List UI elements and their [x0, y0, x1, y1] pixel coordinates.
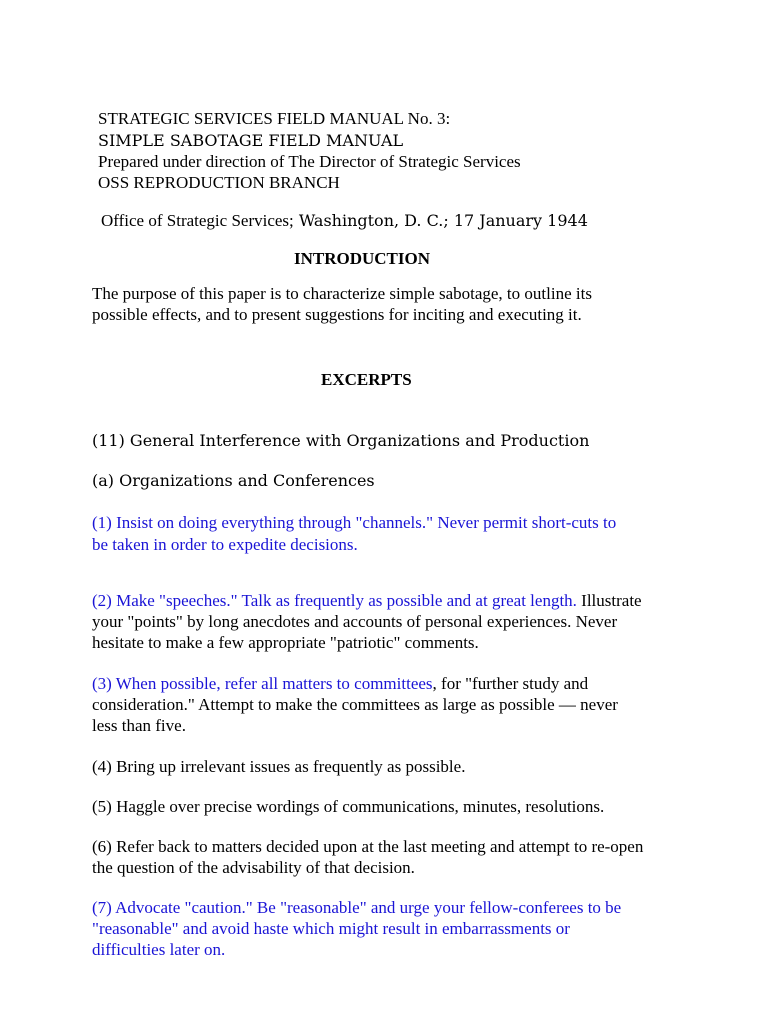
- manual-number: STRATEGIC SERVICES FIELD MANUAL No. 3:: [98, 109, 451, 128]
- item-3-line-3: less than five.: [92, 716, 186, 735]
- item-2-line-2: your "points" by long anecdotes and accounts of personal experiences. Never: [92, 612, 618, 631]
- office-name: Office of Strategic Services;: [101, 211, 294, 230]
- item-3-rest: , for "further study and: [432, 674, 589, 693]
- excerpts-heading: EXCERPTS: [321, 370, 412, 389]
- item-7-line-3: difficulties later on.: [92, 940, 226, 959]
- item-5-line-1: (5) Haggle over precise wordings of communications, minutes, resolutions.: [92, 797, 605, 816]
- item-2-rest: Illustrate: [576, 591, 642, 610]
- office-location-date: Washington, D. C.; 17 January 1944: [293, 211, 588, 230]
- item-6-line-2: the question of the advisability of that decision.: [92, 858, 415, 877]
- item-3-highlight: (3) When possible, refer all matters to committees: [92, 674, 433, 693]
- item-2-line-1: [92, 590, 642, 611]
- branch-name: OSS REPRODUCTION BRANCH: [98, 173, 340, 192]
- prepared-by: Prepared under direction of The Director of Strategic Services: [98, 152, 521, 171]
- section-heading: (11) General Interference with Organizations and Production: [92, 431, 590, 450]
- intro-text-line-1: The purpose of this paper is to characterize simple sabotage, to outline its: [92, 284, 592, 303]
- item-7-line-2: "reasonable" and avoid haste which might result in embarrassments or: [92, 919, 570, 938]
- subsection-heading: (a) Organizations and Conferences: [92, 471, 375, 490]
- item-2-highlight: (2) Make "speeches." Talk as frequently as possible and at great length.: [92, 591, 577, 610]
- item-6-line-1: (6) Refer back to matters decided upon at the last meeting and attempt to re-open: [92, 837, 644, 856]
- item-3-line-1: [92, 673, 588, 694]
- item-1-line-2: be taken in order to expedite decisions.: [92, 535, 358, 554]
- office-line: [101, 210, 588, 231]
- item-2-line-3: hesitate to make a few appropriate "patriotic" comments.: [92, 633, 479, 652]
- item-4-line-1: (4) Bring up irrelevant issues as frequently as possible.: [92, 757, 466, 776]
- item-1-line-1: (1) Insist on doing everything through "channels." Never permit short-cuts to: [92, 513, 617, 532]
- introduction-heading: INTRODUCTION: [294, 249, 431, 268]
- intro-text-line-2: possible effects, and to present suggestions for inciting and executing it.: [92, 305, 582, 324]
- manual-title: SIMPLE SABOTAGE FIELD MANUAL: [98, 131, 404, 150]
- item-7-line-1: (7) Advocate "caution." Be "reasonable" and urge your fellow-conferees to be: [92, 898, 622, 917]
- item-3-line-2: consideration." Attempt to make the committees as large as possible — never: [92, 695, 618, 714]
